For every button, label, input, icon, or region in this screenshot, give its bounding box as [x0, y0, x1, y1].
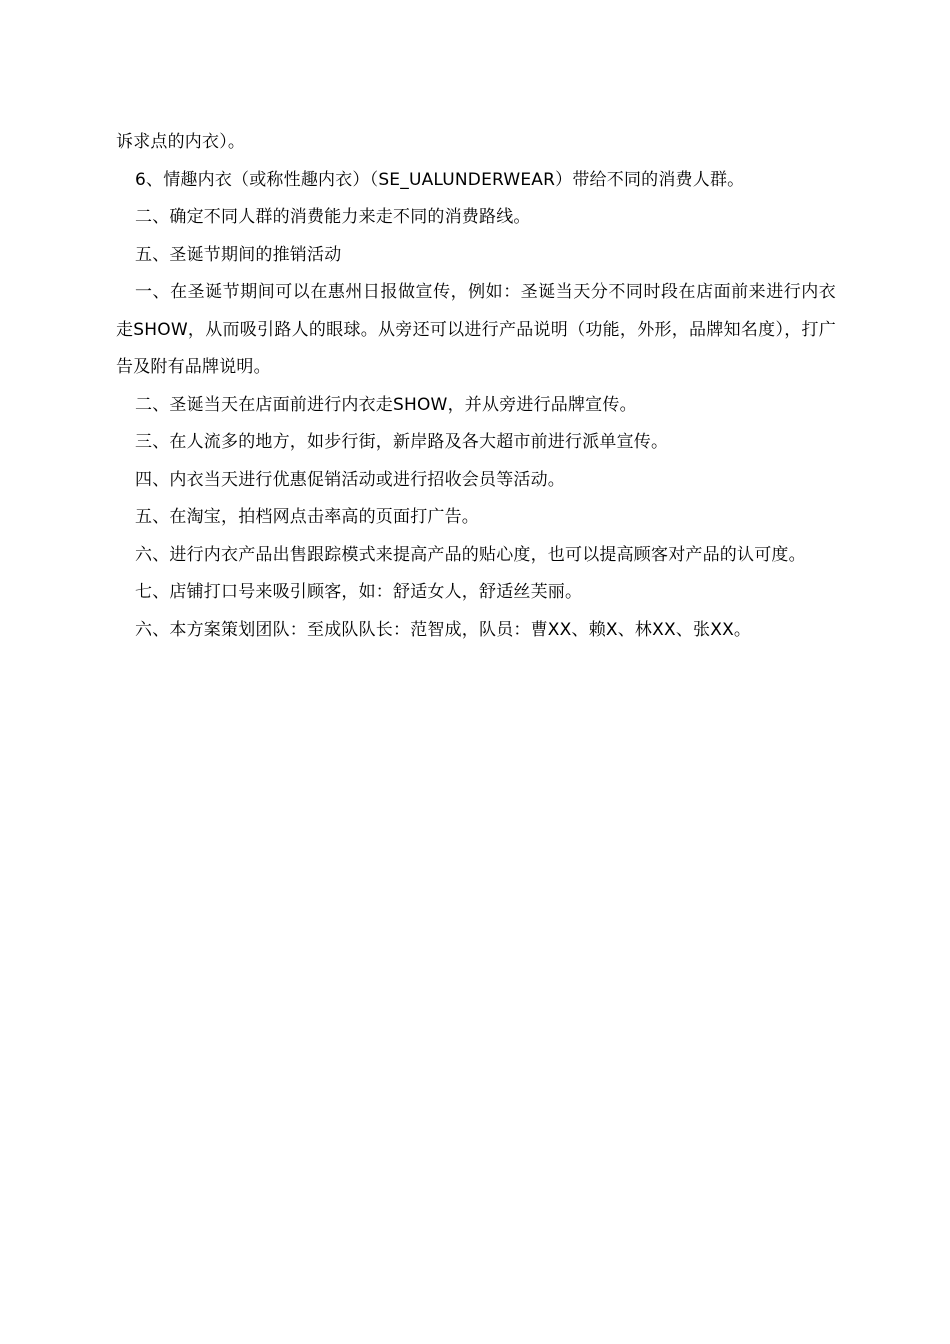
paragraph-online-ads: 五、在淘宝，拍档网点击率高的页面打广告。 — [135, 507, 479, 527]
paragraph-leaflet-distribution: 三、在人流多的地方，如步行街，新岸路及各大超市前进行派单宣传。 — [135, 432, 669, 452]
paragraph-tracking-model: 六、进行内衣产品出售跟踪模式来提高产品的贴心度，也可以提高顾客对产品的认可度。 — [135, 544, 806, 565]
paragraph-planning-team: 六、本方案策划团队：至成队队长：范智成，队员：曹XX、赖X、林XX、张XX。 — [135, 619, 752, 640]
paragraph-discount-membership: 四、内衣当天进行优惠促销活动或进行招收会员等活动。 — [135, 469, 565, 490]
paragraph-item-6: 6、情趣内衣（或称性趣内衣）（SE_UALUNDERWEAR）带给不同的消费人群。 — [135, 169, 745, 190]
paragraph-continuation: 诉求点的内衣）。 — [116, 132, 246, 152]
document-body — [116, 124, 836, 649]
section-heading-christmas-promotion: 五、圣诞节期间的推销活动 — [135, 244, 342, 265]
paragraph-newspaper-promotion: 一、在圣诞节期间可以在惠州日报做宣传，例如：圣诞当天分不同时段在店面前来进行内衣走SHOW，从而吸引路人的眼球。从旁还可以进行产品说明（功能，外形，品牌知名度），打广告及附有品牌说明。 — [116, 282, 836, 377]
paragraph-consumption-ability: 二、确定不同人群的消费能力来走不同的消费路线。 — [135, 207, 531, 227]
paragraph-slogan: 七、店铺打口号来吸引顾客，如：舒适女人，舒适丝芙丽。 — [135, 582, 583, 602]
paragraph-storefront-show: 二、圣诞当天在店面前进行内衣走SHOW，并从旁进行品牌宣传。 — [135, 394, 637, 415]
